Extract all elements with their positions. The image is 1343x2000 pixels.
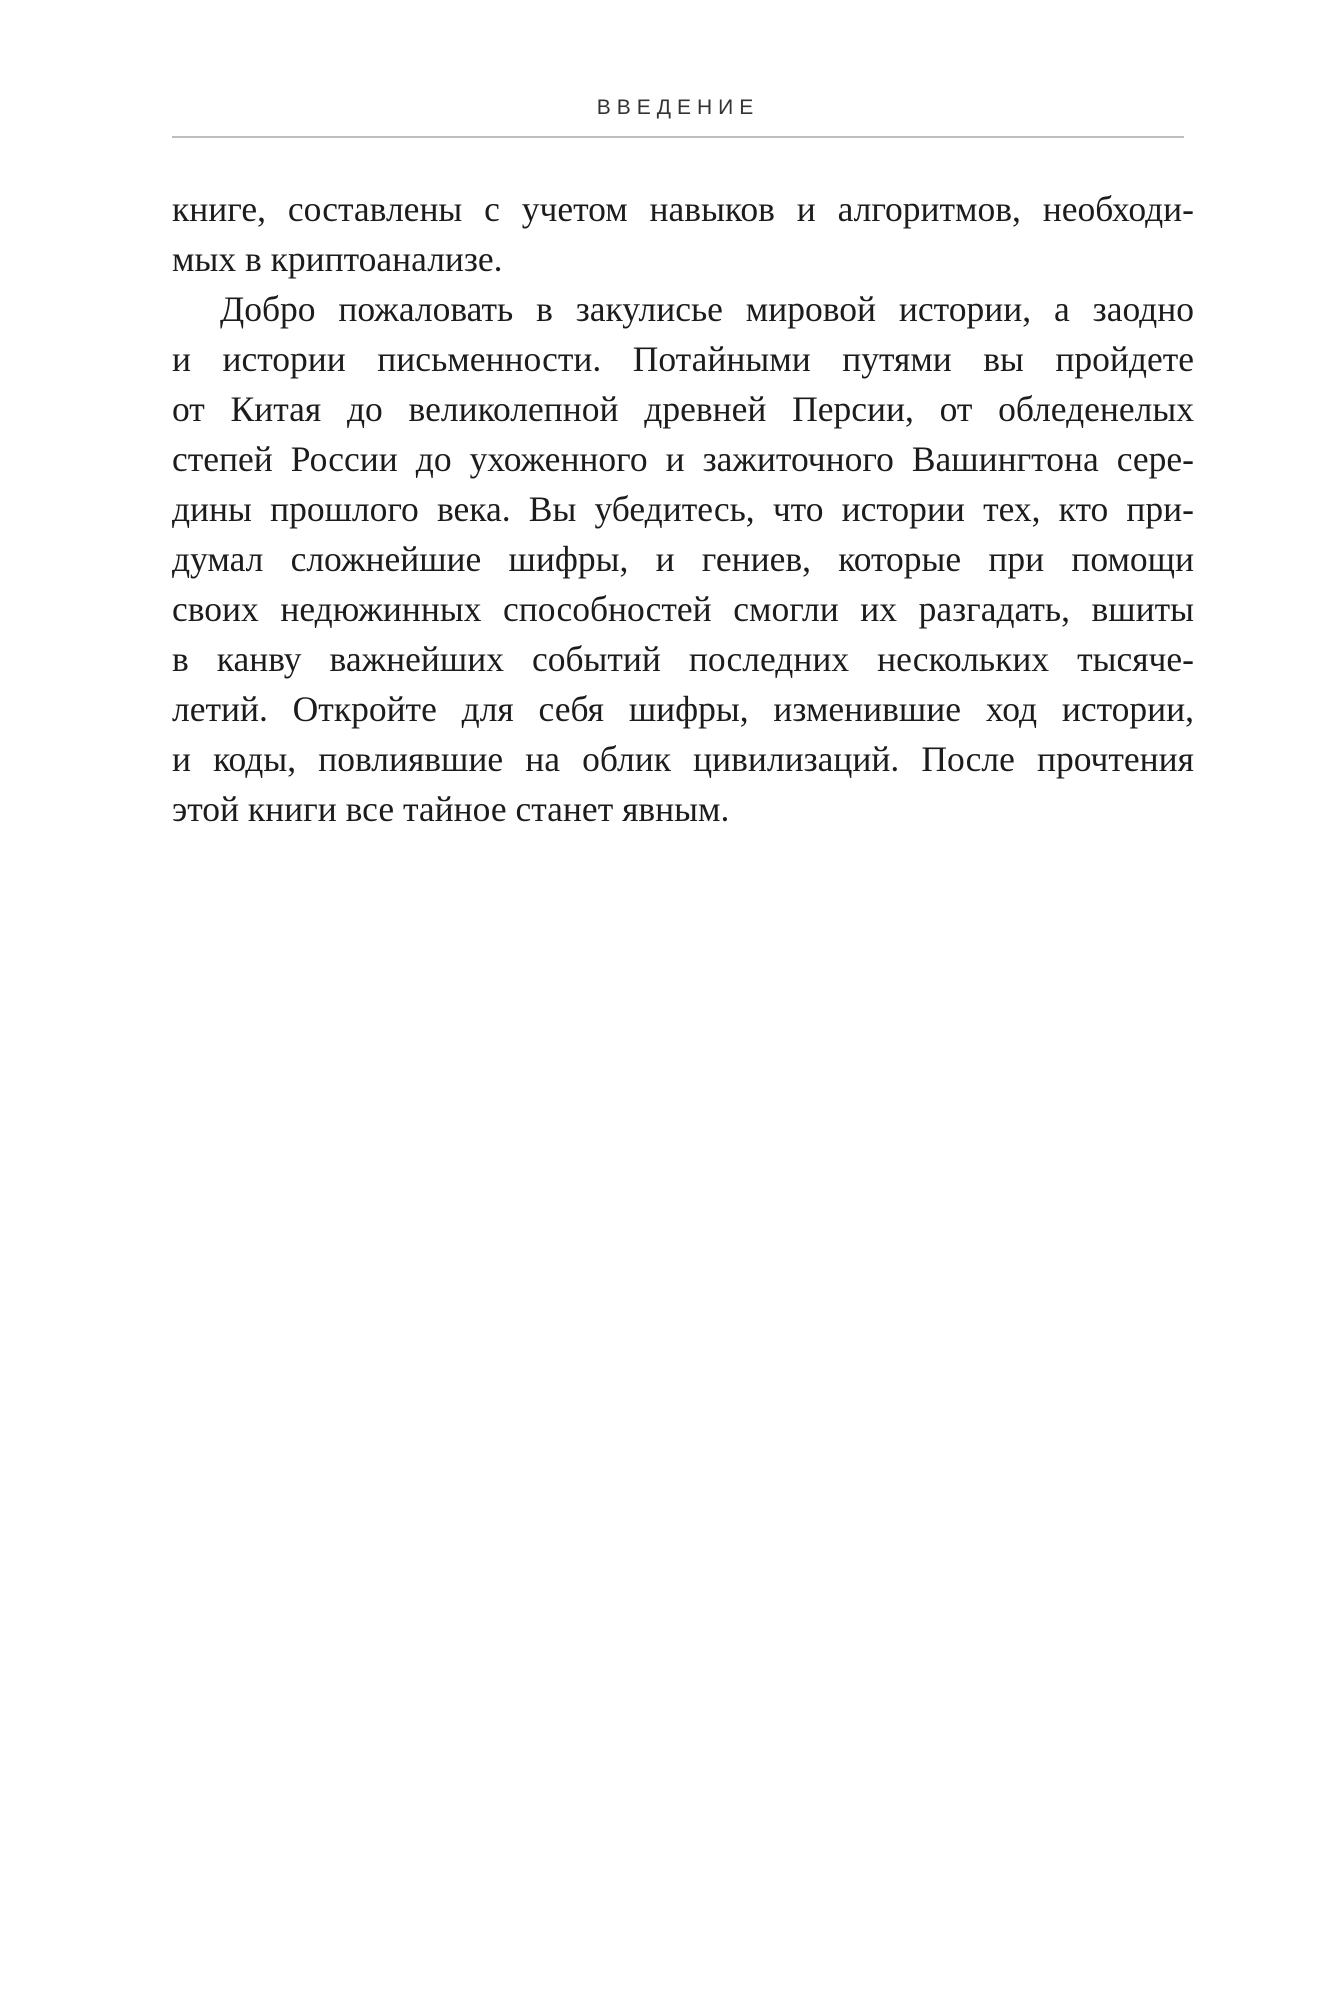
text-line: дины прошлого века. Вы убедитесь, что истории тех, кто при-: [172, 489, 1194, 529]
text-line: мых в криптоанализе.: [172, 239, 503, 279]
running-header: ВВЕДЕНИЕ: [596, 96, 760, 119]
text-line: книге, составлены с учетом навыков и алгоритмов, необходи-: [172, 189, 1194, 229]
text-line: этой книги все тайное станет явным.: [172, 789, 730, 829]
header-divider: [172, 136, 1184, 138]
paragraph: [172, 184, 1194, 284]
text-line: в канву важнейших событий последних нескольких тысяче-: [172, 639, 1194, 679]
text-line: Добро пожаловать в закулисье мировой истории, а заодно: [220, 289, 1194, 329]
text-line: думал сложнейшие шифры, и гениев, которые при помощи: [172, 539, 1194, 579]
text-line: и коды, повлиявшие на облик цивилизаций. После прочтения: [172, 739, 1194, 779]
body-text: [172, 184, 1194, 834]
text-line: от Китая до великолепной древней Персии, от обледенелых: [172, 389, 1194, 429]
text-line: и истории письменности. Потайными путями вы пройдете: [172, 339, 1194, 379]
paragraph: [172, 284, 1194, 834]
text-line: летий. Откройте для себя шифры, изменившие ход истории,: [172, 689, 1194, 729]
text-line: своих недюжинных способностей смогли их разгадать, вшиты: [172, 589, 1194, 629]
text-line: степей России до ухоженного и зажиточного Вашингтона сере-: [172, 439, 1194, 479]
